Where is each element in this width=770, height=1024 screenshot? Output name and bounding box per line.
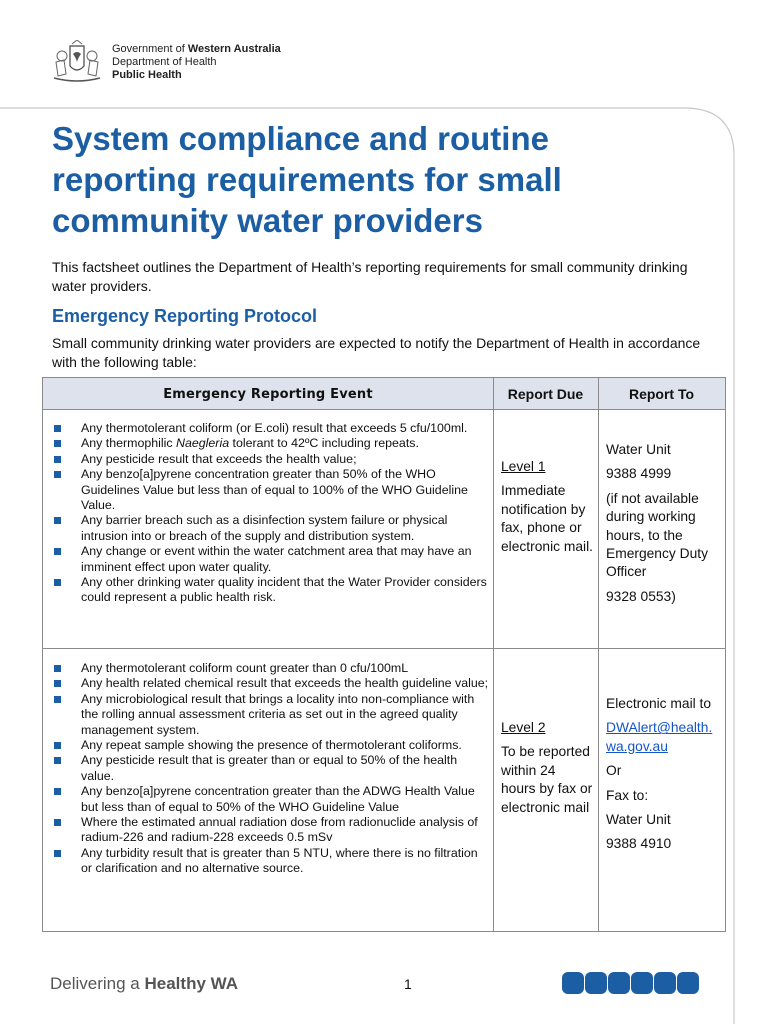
brand-dot-icon [585,972,607,994]
level2-email-label: Electronic mail to [606,696,712,711]
level1-note: (if not available during working hours, to the Emergency Duty Officer [606,490,708,580]
list-item: Any repeat sample showing the presence of thermotolerant coliforms. [51,738,491,753]
emergency-reporting-table [42,377,726,932]
brand-dot-icon [562,972,584,994]
list-item: Any pesticide result that is greater than or equal to 50% of the health value. [51,753,491,784]
list-item: Any other drinking water quality incident that the Water Provider considers could represent a public health risk. [51,575,491,606]
section-heading: Emergency Reporting Protocol [52,306,318,326]
page-title: System compliance and routine reporting requirements for small community water providers [52,120,562,239]
level2-due-text: To be reported within 24 hours by fax or electronic mail [501,744,593,815]
level1-event-list [51,421,491,606]
page-number: 1 [404,976,412,992]
list-item: Any thermotolerant coliform (or E.coli) result that exceeds 5 cfu/100ml. [51,421,491,436]
header-report-due: Report Due [507,386,584,402]
list-item: Any pesticide result that exceeds the health value; [51,452,491,467]
level2-label: Level 2 [501,720,546,735]
list-item: Any benzo[a]pyrene concentration greater than the ADWG Health Value but less than of equal to 50% of the WHO Guideline Value [51,784,491,815]
footer-brand-dots [562,972,700,994]
footer-tagline: Delivering a Healthy WA [50,974,239,993]
list-item: Any barrier breach such as a disinfection system failure or physical intrusion into or breach of the supply and distribution system. [51,513,491,544]
list-item: Any thermotolerant coliform count greater than 0 cfu/100mL [51,661,491,676]
level2-or: Or [606,763,622,779]
level2-report-to [606,695,721,860]
level1-due-text: Immediate notification by fax, phone or electronic mail. [501,483,594,554]
level2-unit: Water Unit [606,812,671,828]
row-divider [43,648,725,649]
agency-line-public-health: Public Health [112,68,182,81]
level2-event-list [51,661,491,877]
brand-dot-icon [631,972,653,994]
level1-unit: Water Unit [606,442,671,457]
level1-phone: 9388 4999 [606,466,672,482]
header-event: Emergency Reporting Event [163,386,373,402]
level1-report-to [606,441,721,612]
table-header-row [43,378,725,410]
agency-line-government: Government of Western Australia [112,42,281,55]
list-item: Where the estimated annual radiation dose from radionuclide analysis of radium-226 and radium-228 exceeds 0.5 mSv [51,815,491,846]
column-divider [598,378,599,931]
email-link[interactable]: DWAlert@health.wa.gov.au [606,720,713,754]
level2-report-due [501,719,593,823]
brand-dot-icon [677,972,699,994]
list-item: Any turbidity result that is greater than 5 NTU, where there is no filtration or clarification and no alternative source. [51,846,491,877]
intro-paragraph: This factsheet outlines the Department of Health’s reporting requirements for small community drinking water providers. [52,259,688,294]
coat-of-arms-logo [50,40,104,84]
level1-report-due [501,458,593,562]
level1-label: Level 1 [501,459,546,474]
level2-phone: 9388 4910 [606,836,672,852]
level2-fax: Fax to: [606,787,649,803]
agency-line-department: Department of Health [112,55,217,68]
level1-phone2: 9328 0553) [606,588,676,604]
header-report-to: Report To [628,386,695,402]
agency-header [50,40,281,84]
list-item: Any health related chemical result that exceeds the health guideline value; [51,676,491,691]
level2-email-link[interactable] [606,719,721,756]
brand-dot-icon [654,972,676,994]
agency-name [112,43,281,82]
list-item: Any thermophilic Naegleria tolerant to 42ºC including repeats. [51,436,491,451]
list-item: Any microbiological result that brings a locality into non-compliance with the rolling annual assessment criteria as set out in the agreed quality management system. [51,692,491,738]
list-item: Any change or event within the water catchment area that may have an imminent effect upon water quality. [51,544,491,575]
lead-paragraph: Small community drinking water providers are expected to notify the Department of Health in accordance with the following table: [52,335,701,370]
list-item: Any benzo[a]pyrene concentration greater than 50% of the WHO Guidelines Value but less than of equal to 100% of the WHO Guideline Value. [51,467,491,513]
brand-dot-icon [608,972,630,994]
column-divider [493,378,494,931]
